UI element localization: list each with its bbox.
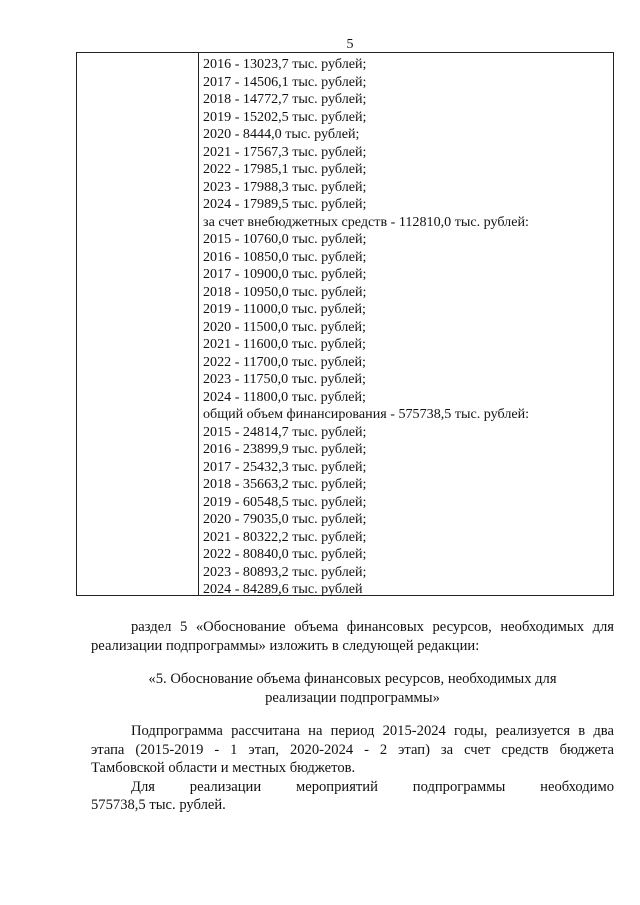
amendment-paragraph — [91, 618, 614, 655]
body-line-4: Для реализации мероприятий подпрограммы необходимо — [131, 778, 614, 795]
table-line: 2019 - 60548,5 тыс. рублей; — [203, 493, 367, 510]
table-line: за счет внебюджетных средств - 112810,0 тыс. рублей: — [203, 213, 529, 230]
table-line: 2015 - 10760,0 тыс. рублей; — [203, 231, 367, 247]
heading-line-1: «5. Обоснование объема финансовых ресурсов, необходимых для — [148, 671, 557, 687]
table-line: 2017 - 10900,0 тыс. рублей; — [203, 266, 367, 282]
table-line: 2017 - 14506,1 тыс. рублей; — [203, 73, 367, 90]
table-line: 2023 - 17988,3 тыс. рублей; — [203, 178, 367, 195]
table-line: 2023 - 80893,2 тыс. рублей; — [203, 563, 367, 580]
table-line: 2018 - 10950,0 тыс. рублей; — [203, 283, 367, 300]
table-line: 2015 - 24814,7 тыс. рублей; — [203, 423, 367, 440]
table-line: 2016 - 13023,7 тыс. рублей; — [203, 56, 367, 72]
table-line: общий объем финансирования - 575738,5 тыс. рублей: — [203, 406, 530, 422]
amendment-line-1: раздел 5 «Обоснование объема финансовых ресурсов, необходимых для — [131, 619, 614, 635]
table-line: 2020 - 11500,0 тыс. рублей; — [203, 318, 366, 335]
table-line: 2018 - 35663,2 тыс. рублей; — [203, 476, 367, 492]
financing-table — [76, 52, 614, 596]
table-line: 2024 - 84289,6 тыс. рублей — [203, 581, 363, 597]
section-heading — [91, 670, 614, 707]
table-line: 2022 - 80840,0 тыс. рублей; — [203, 546, 367, 562]
table-line: 2016 - 23899,9 тыс. рублей; — [203, 441, 367, 457]
body-paragraph — [91, 722, 614, 815]
body-line-1: Подпрограмма рассчитана на период 2015-2024 годы, реализуется в два — [131, 723, 614, 739]
table-line: 2020 - 79035,0 тыс. рублей; — [203, 511, 367, 527]
body-line-5: 575738,5 тыс. рублей. — [91, 797, 226, 813]
table-line: 2019 - 11000,0 тыс. рублей; — [203, 301, 366, 317]
body-line-2: этапа (2015-2019 - 1 этап, 2020-2024 - 2 этап) за счет средств бюджета — [91, 741, 614, 758]
table-line: 2016 - 10850,0 тыс. рублей; — [203, 248, 367, 265]
table-line: 2021 - 80322,2 тыс. рублей; — [203, 528, 367, 545]
body-line-3: Тамбовской области и местных бюджетов. — [91, 760, 356, 776]
table-line: 2017 - 25432,3 тыс. рублей; — [203, 458, 367, 475]
table-line: 2024 - 17989,5 тыс. рублей; — [203, 196, 367, 212]
table-column-divider — [198, 53, 199, 595]
heading-line-2: реализации подпрограммы» — [265, 689, 440, 706]
financing-lines — [203, 56, 609, 599]
table-line: 2018 - 14772,7 тыс. рублей; — [203, 91, 367, 107]
table-line: 2021 - 17567,3 тыс. рублей; — [203, 143, 367, 160]
table-line: 2023 - 11750,0 тыс. рублей; — [203, 371, 366, 387]
table-line: 2022 - 11700,0 тыс. рублей; — [203, 353, 366, 370]
table-line: 2022 - 17985,1 тыс. рублей; — [203, 161, 367, 177]
table-line: 2024 - 11800,0 тыс. рублей; — [203, 388, 366, 405]
table-line: 2019 - 15202,5 тыс. рублей; — [203, 108, 367, 125]
page-number: 5 — [346, 37, 354, 52]
amendment-line-2: реализации подпрограммы» изложить в следующей редакции: — [91, 637, 480, 654]
table-line: 2021 - 11600,0 тыс. рублей; — [203, 336, 366, 352]
table-line: 2020 - 8444,0 тыс. рублей; — [203, 126, 360, 142]
